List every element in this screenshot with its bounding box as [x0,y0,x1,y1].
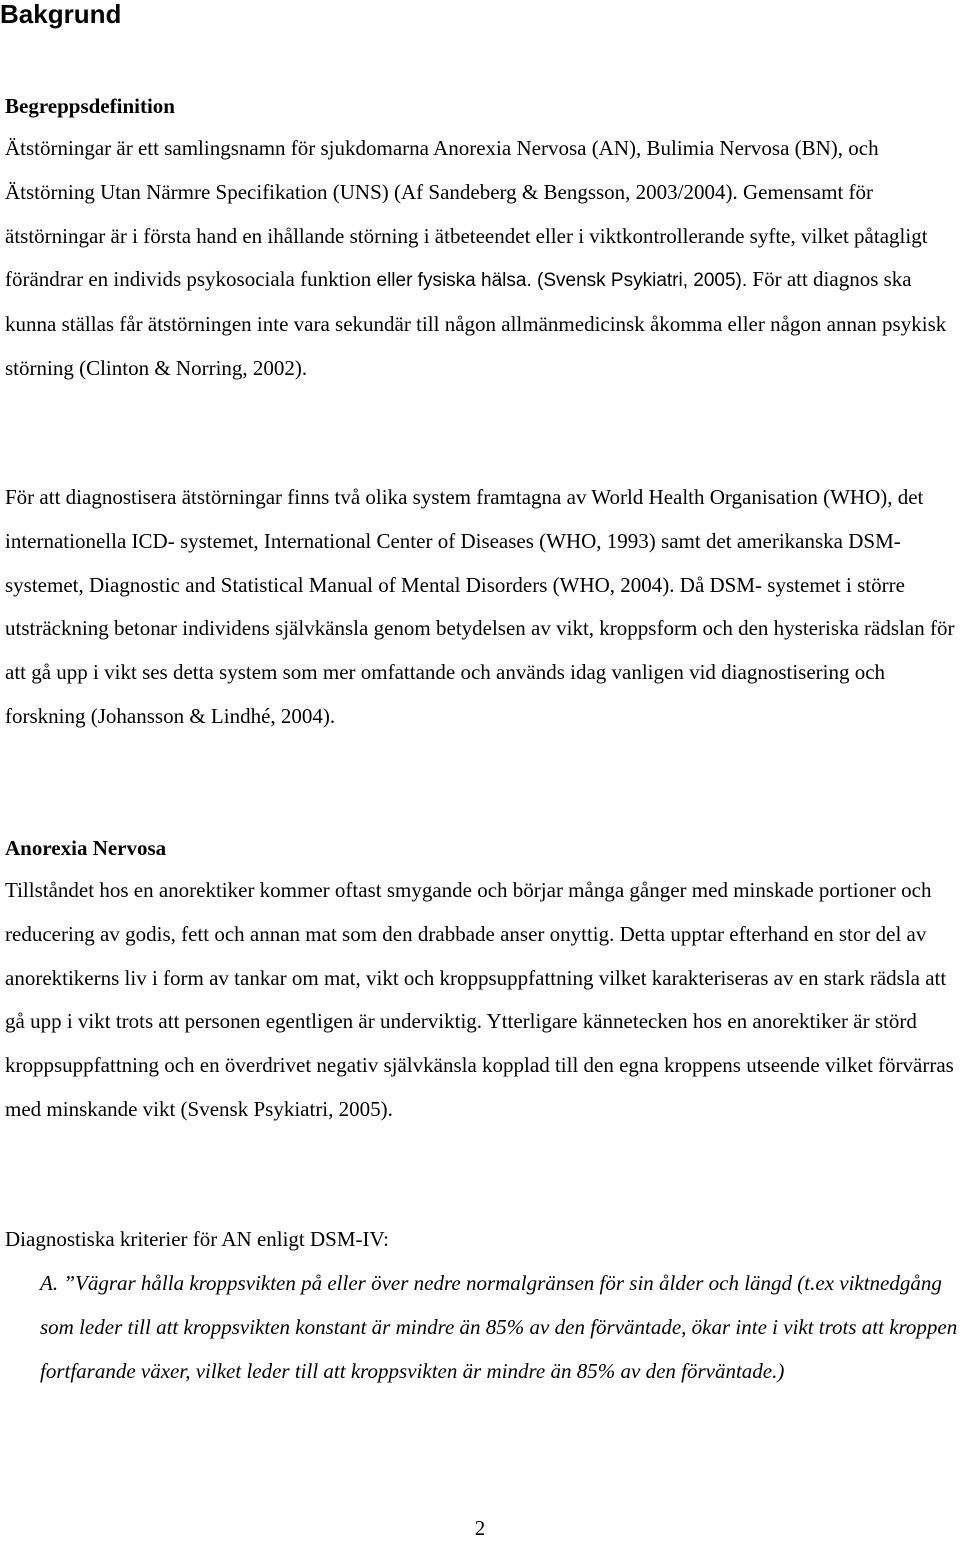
definition-paragraph [5,127,955,391]
definition-text-part-sans: eller fysiska hälsa. (Svensk Psykiatri, 2005). [376,270,748,292]
criteria-item-a: A. ”Vägrar hålla kroppsvikten på eller över nedre normalgränsen för sin ålder och längd (t.ex viktnedgång som leder till att kroppsvikten konstant är mindre än 85% av den förväntade, ökar inte i vikt trots att kroppen fortfarande växer, vilket leder till att kroppsvikten är mindre än 85% av den förväntade.) [40,1271,958,1383]
page-number: 2 [474,1516,486,1540]
diagnosis-paragraph: För att diagnostisera ätstörningar finns två olika system framtagna av World Health Organisation (WHO), det internationella ICD- systemet, International Center of Diseases (WHO, 1993) samt det amerikanska DSM- systemet, Diagnostic and Statistical Manual of Mental Disorders (WHO, 2004). Då DSM- systemet i större utsträckning betonar individens självkänsla genom betydelsen av vikt, kroppsform och den hysteriska rädslan för att gå upp i vikt ses detta system som mer omfattande och används idag vanligen vid diagnostisering och forskning (Johansson & Lindhé, 2004). [5,485,955,728]
criteria-title: Diagnostiska kriterier för AN enligt DSM-IV: [5,1227,389,1251]
page-heading: Bakgrund [0,0,122,29]
definition-text-part-a: Ätstörningar är ett samlingsnamn för sjukdomarna Anorexia Nervosa (AN), Bulimia Nervosa (BN), och Ätstörning Utan Närmre Specifikation (UNS) (Af Sandeberg & Bengsson, 2003/2004). Gemensamt för ätstörningar är i första hand en ihållande störning i ätbeteendet eller i viktkontrollerande syfte, vilket påtagligt förändrar en individs psykosociala funktion [5,136,928,292]
section-title-anorexia: Anorexia Nervosa [5,836,167,860]
section-title-definition: Begreppsdefinition [5,94,175,118]
definition-text-part-b: För att diagnos ska kunna ställas får ätstörningen inte vara sekundär till någon allmänmedicinsk åkomma eller någon annan psykisk störning (Clinton & Norring, 2002). [5,267,947,380]
anorexia-paragraph: Tillståndet hos en anorektiker kommer oftast smygande och börjar många gånger med minskade portioner och reducering av godis, fett och annan mat som den drabbade anser onyttig. Detta upptar efterhand en stor del av anorektikerns liv i form av tankar om mat, vikt och kroppsuppfattning vilket karakteriseras av en stark rädsla att gå upp i vikt trots att personen egentligen är underviktig. Ytterligare kännetecken hos en anorektiker är störd kroppsuppfattning och en överdrivet negativ självkänsla kopplad till den egna kroppens utseende vilket förvärras med minskande vikt (Svensk Psykiatri, 2005). [5,878,954,1121]
